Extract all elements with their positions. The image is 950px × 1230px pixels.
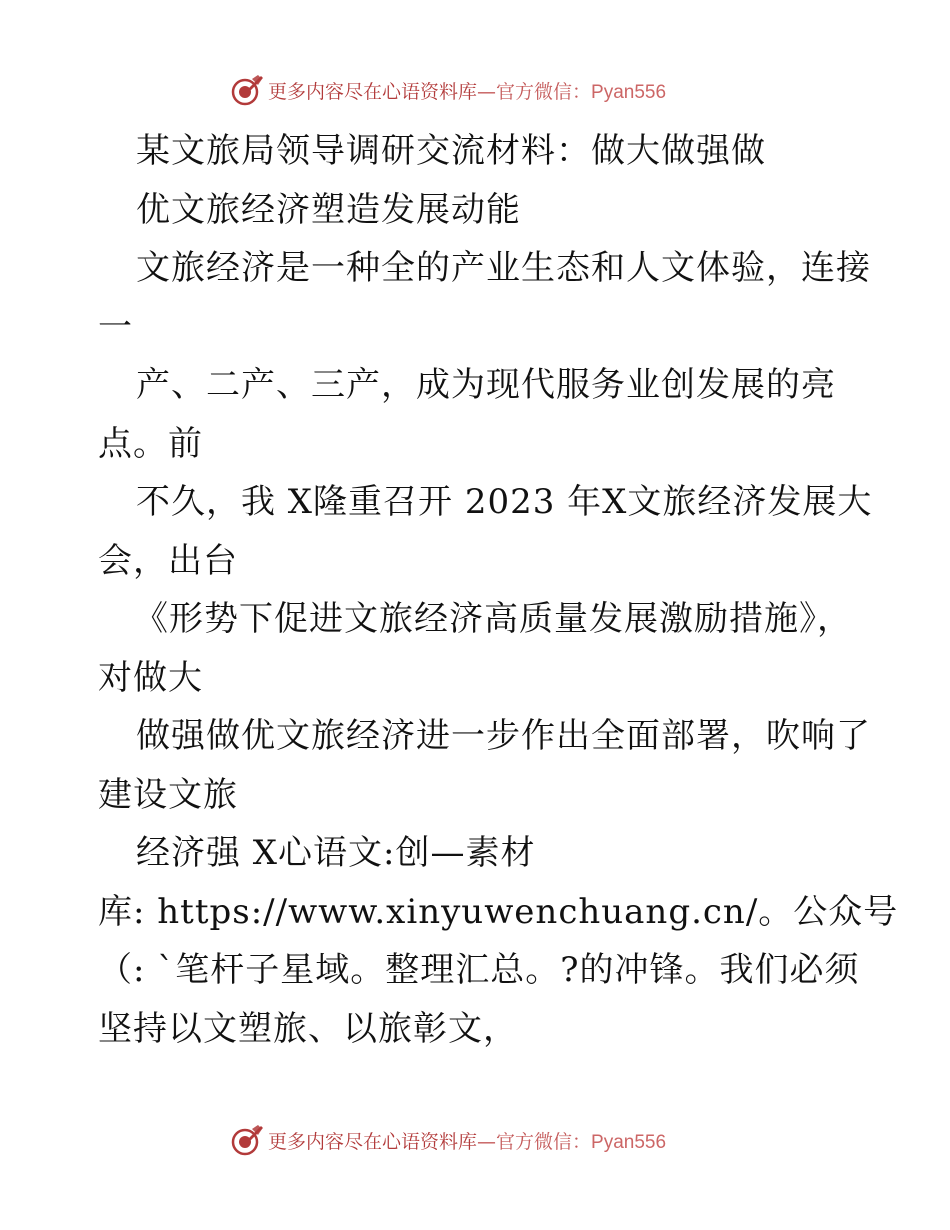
body-line: 坚持以文塑旅、以旅彰文，	[98, 1008, 518, 1049]
banner-wechat-label: —官方微信：	[477, 80, 592, 103]
body-line: 某文旅局领导调研交流材料：做大做强做	[136, 131, 766, 171]
body-line: 经济强 X心语文:创—素材	[136, 833, 536, 873]
body-line: 点。前	[98, 423, 203, 464]
banner-wechat-id: Pyan556	[591, 81, 667, 103]
body-line: 不久，我 X隆重召开 2023 年X文旅经济发展大	[136, 482, 873, 522]
header-banner	[230, 70, 750, 110]
body-line: 文旅经济是一种全的产业生态和人文体验，连接	[136, 248, 871, 288]
body-line: 库: https://www.xinyuwenchuang.cn/。公众号	[98, 891, 899, 932]
banner-wechat-id: Pyan556	[591, 1131, 667, 1153]
body-line: 优文旅经济塑造发展动能	[136, 189, 521, 230]
banner-site-name: 更多内容尽在心语资料库	[268, 1130, 478, 1153]
body-line: 建设文旅	[98, 774, 238, 815]
body-line: 做强做优文旅经济进一步作出全面部署，吹响了	[136, 716, 871, 756]
quill-logo-icon	[230, 73, 264, 107]
body-line: （: `笔杆子星域。整理汇总。?的冲锋。我们必须	[98, 950, 860, 990]
body-line: 一	[98, 306, 133, 347]
body-line: 会，出台	[98, 540, 238, 581]
body-line: 对做大	[98, 657, 203, 698]
banner-site-name: 更多内容尽在心语资料库	[268, 80, 478, 103]
quill-logo-icon	[230, 1123, 264, 1157]
body-line: 产、二产、三产，成为现代服务业创发展的亮	[136, 365, 836, 405]
document-body	[98, 122, 899, 1058]
banner-wechat-label: —官方微信：	[477, 1130, 592, 1153]
footer-banner	[230, 1120, 750, 1160]
body-line: 《形势下促进文旅经济高质量发展激励措施》，	[134, 599, 852, 639]
